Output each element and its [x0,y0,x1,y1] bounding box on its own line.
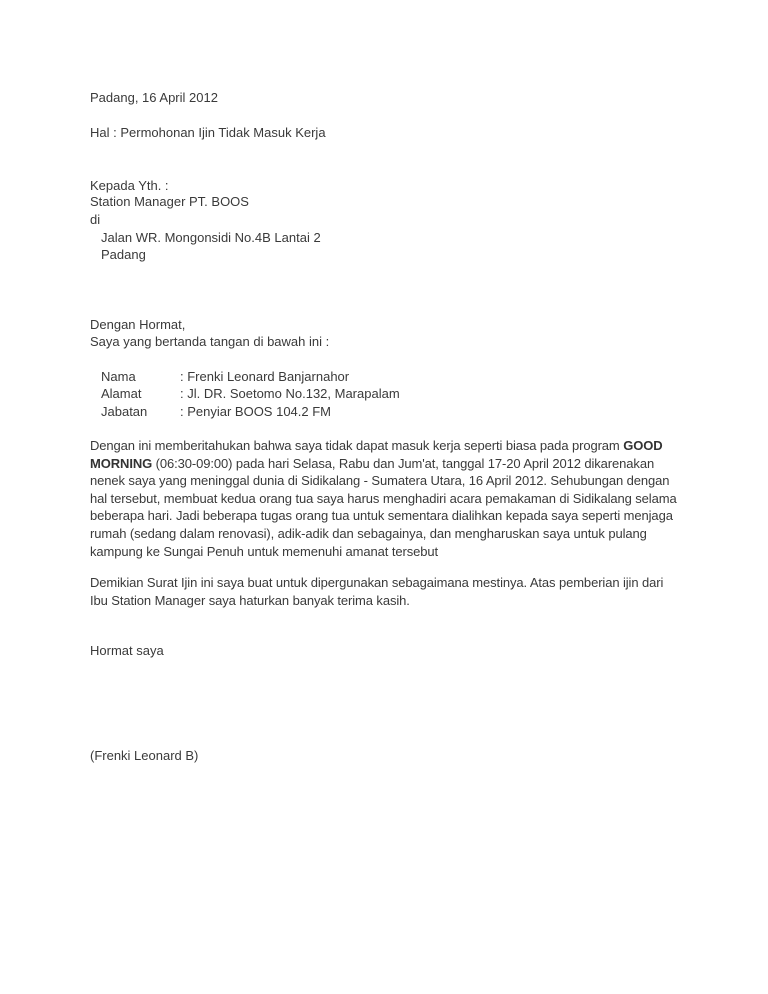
recipient-address-line2: Padang [101,247,146,262]
recipient-address-line1: Jalan WR. Mongonsidi No.4B Lantai 2 [101,230,321,245]
letter-subject: Hal : Permohonan Ijin Tidak Masuk Kerja [90,125,326,140]
body1-text-after: (06:30-09:00) pada hari Selasa, Rabu dan Jum'at, tanggal 17-20 April 2012 dikarenakan nenek saya yang meninggal dunia di Sidikalang - Sumatera Utara, 16 April 2012. Sehubungan dengan hal tersebut, membuat kedua orang tua saya harus menghadiri acara pemakaman di Sidikalang selama beberapa hari. Jadi beberapa tugas orang tua untuk sementara dialihkan kepada saya seperti menjaga rumah (sedang dalam renovasi), adik-adik dan sebagainya, dan mengharuskan saya untuk pulang kampung ke Sungai Penuh untuk memenuhi amanat tersebut [90,455,677,559]
identity-row-address [101,386,400,402]
identity-value: : Penyiar BOOS 104.2 FM [180,404,332,419]
body1-text-before: Dengan ini memberitahukan bahwa saya tidak dapat masuk kerja seperti biasa pada program [90,438,624,453]
body-paragraph-2: Demikian Surat Ijin ini saya buat untuk dipergunakan sebagaimana mestinya. Atas pemberian ijin dari Ibu Station Manager saya haturkan banyak terima kasih. [90,575,664,608]
program-name: GOOD MORNING [90,438,663,471]
recipient-at: di [90,212,101,227]
recipient-to: Kepada Yth. : [90,178,169,193]
identity-label: Jabatan [101,404,148,419]
identity-value: : Frenki Leonard Banjarnahor [180,369,350,384]
intro-text: Saya yang bertanda tangan di bawah ini : [90,334,330,349]
body-paragraph-1 [90,437,680,560]
closing: Hormat saya [90,643,164,658]
identity-label: Nama [101,369,136,384]
identity-row-name [101,369,349,385]
greeting: Dengan Hormat, [90,317,186,332]
identity-value: : Jl. DR. Soetomo No.132, Marapalam [180,386,400,401]
recipient-name: Station Manager PT. BOOS [90,194,249,209]
place-date: Padang, 16 April 2012 [90,90,218,105]
signature-name: (Frenki Leonard B) [90,748,199,763]
identity-row-position [101,404,331,420]
identity-label: Alamat [101,386,142,401]
